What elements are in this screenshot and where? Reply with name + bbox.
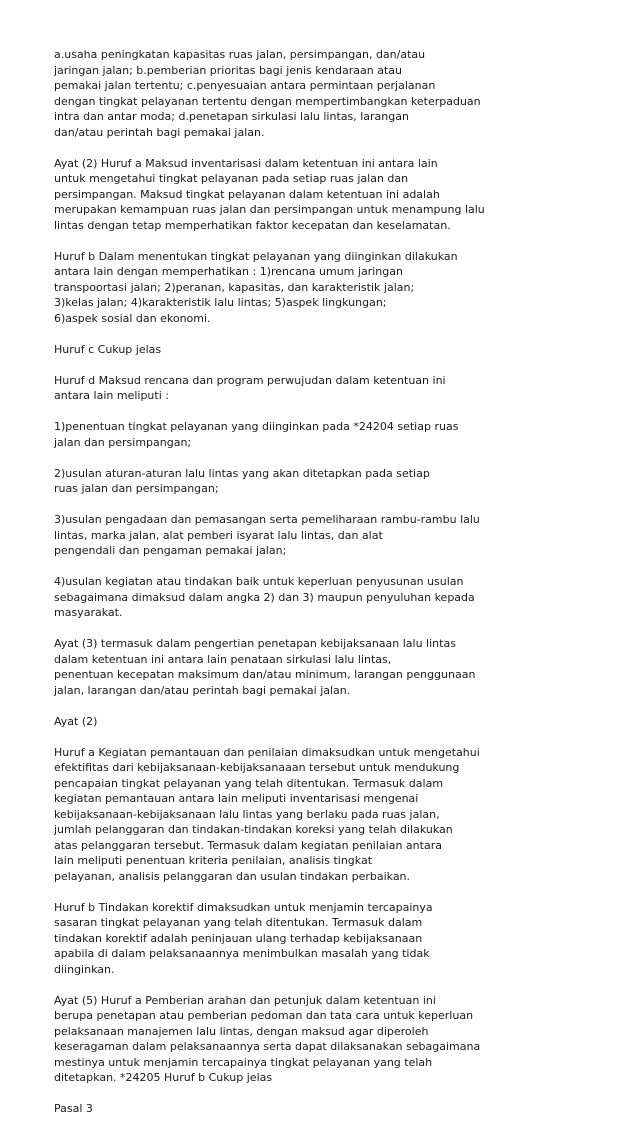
text-line: mestinya untuk menjamin tercapainya tingkat pelayanan yang telah [54,1055,433,1069]
text-line: Ayat (3) termasuk dalam pengertian penetapan kebijaksanaan lalu lintas [54,637,456,650]
text-line: berupa penetapan atau pemberian pedoman dan tata cara untuk keperluan [54,1009,474,1022]
text-line: kebijaksanaan-kebijaksanaan lalu lintas yang berlaku pada ruas jalan, [54,807,440,821]
text-line: 2)usulan aturan-aturan lalu lintas yang akan ditetapkan pada setiap [54,466,430,480]
paragraph [54,993,494,1086]
text-line: apabila di dalam pelaksanaannya menimbulkan masalah yang tidak [54,947,430,960]
text-line: diinginkan. [54,962,115,976]
paragraph [54,47,494,140]
text-line: untuk mengetahui tingkat pelayanan pada setiap ruas jalan dan [54,172,409,185]
text-line: jalan dan persimpangan; [54,435,192,449]
text-line: lintas, marka jalan, alat pemberi isyarat lalu lintas, dan alat [54,528,383,542]
text-line: 3)usulan pengadaan dan pemasangan serta pemeliharaan rambu-rambu lalu [54,513,480,526]
text-line: efektifitas dari kebijaksanaan-kebijaksanaaan tersebut untuk mendukung [54,761,460,774]
text-line: 1)penentuan tingkat pelayanan yang diinginkan pada *24204 setiap ruas [54,420,459,433]
paragraph [54,900,494,978]
text-line: lintas dengan tetap memperhatikan faktor kecepatan dan keselamatan. [54,218,451,232]
text-line: sasaran tingkat pelayanan yang telah ditentukan. Termasuk dalam [54,916,423,929]
text-line: antara lain dengan memperhatikan : 1)rencana umum jaringan [54,265,403,278]
text-line: Huruf c Cukup jelas [54,342,162,356]
text-line: Huruf b Dalam menentukan tingkat pelayanan yang diinginkan dilakukan [54,249,458,263]
text-line: Ayat (5) Huruf a Pemberian arahan dan petunjuk dalam ketentuan ini [54,993,436,1007]
text-line: Ayat (2) [54,714,98,728]
text-line: jaringan jalan; b.pemberian prioritas bagi jenis kendaraan atau [54,63,402,77]
text-line: pengendali dan pengaman pemakai jalan; [54,544,287,557]
paragraph [54,373,494,404]
text-line: atas pelanggaran tersebut. Termasuk dalam kegiatan penilaian antara [54,838,442,852]
text-line: 4)usulan kegiatan atau tindakan baik untuk keperluan penyusunan usulan [54,575,464,588]
text-line: antara lain meliputi : [54,389,169,402]
text-line: pemakai jalan tertentu; c.penyesuaian antara permintaan perjalanan [54,79,436,92]
paragraph [54,342,494,358]
paragraph [54,714,494,730]
text-line: Pasal 3 [54,1102,93,1115]
text-line: pelaksanaan manajemen lalu lintas, dengan maksud agar diperoleh [54,1024,429,1038]
paragraph [54,512,494,559]
text-line: Huruf d Maksud rencana dan program perwujudan dalam ketentuan ini [54,373,446,387]
text-line: Huruf a Kegiatan pemantauan dan penilaian dimaksudkan untuk mengetahui [54,745,480,759]
paragraph [54,156,494,234]
text-line: merupakan kemampuan ruas jalan dan persimpangan untuk menampung lalu [54,203,485,216]
text-line: 3)kelas jalan; 4)karakteristik lalu lintas; 5)aspek lingkungan; [54,296,387,309]
text-line: ruas jalan dan persimpangan; [54,482,219,495]
text-line: transpoortasi jalan; 2)peranan, kapasitas, dan karakteristik jalan; [54,280,415,294]
text-line: pelayanan, analisis pelanggaran dan usulan tindakan perbaikan. [54,869,411,883]
text-line: jalan, larangan dan/atau perintah bagi pemakai jalan. [54,683,351,697]
text-line: persimpangan. Maksud tingkat pelayanan dalam ketentuan ini adalah [54,187,440,201]
text-line: kegiatan pemantauan antara lain meliputi inventarisasi mengenai [54,792,419,805]
paragraph [54,419,494,450]
text-line: penentuan kecepatan maksimum dan/atau minimum, larangan penggunaan [54,668,476,681]
text-line: dan/atau perintah bagi pemakai jalan. [54,125,265,139]
text-line: intra dan antar moda; d.penetapan sirkulasi lalu lintas, larangan [54,110,409,123]
text-line: Ayat (2) Huruf a Maksud inventarisasi dalam ketentuan ini antara lain [54,156,438,170]
text-line: ditetapkan. *24205 Huruf b Cukup jelas [54,1071,273,1084]
text-line: jumlah pelanggaran dan tindakan-tindakan koreksi yang telah dilakukan [54,823,453,836]
text-line: lain meliputi penentuan kriteria penilaian, analisis tingkat [54,854,373,867]
text-line: Huruf b Tindakan korektif dimaksudkan untuk menjamin tercapainya [54,900,433,914]
text-line: masyarakat. [54,606,123,619]
paragraph [54,249,494,327]
paragraph [54,745,494,885]
text-line: tindakan korektif adalah peninjauan ulang terhadap kebijaksanaan [54,931,423,945]
text-line: 6)aspek sosial dan ekonomi. [54,311,211,325]
paragraph [54,1101,494,1117]
document-body [54,47,494,1132]
paragraph [54,466,494,497]
paragraph [54,574,494,621]
paragraph [54,636,494,698]
text-line: sebagaimana dimaksud dalam angka 2) dan 3) maupun penyuluhan kepada [54,590,475,604]
text-line: dengan tingkat pelayanan tertentu dengan mempertimbangkan keterpaduan [54,94,481,108]
text-line: a.usaha peningkatan kapasitas ruas jalan, persimpangan, dan/atau [54,48,426,61]
text-line: dalam ketentuan ini antara lain penataan sirkulasi lalu lintas, [54,652,392,666]
text-line: pencapaian tingkat pelayanan yang telah ditentukan. Termasuk dalam [54,776,444,790]
text-line: keseragaman dalam pelaksanaannya serta dapat dilaksanakan sebagaimana [54,1040,481,1053]
